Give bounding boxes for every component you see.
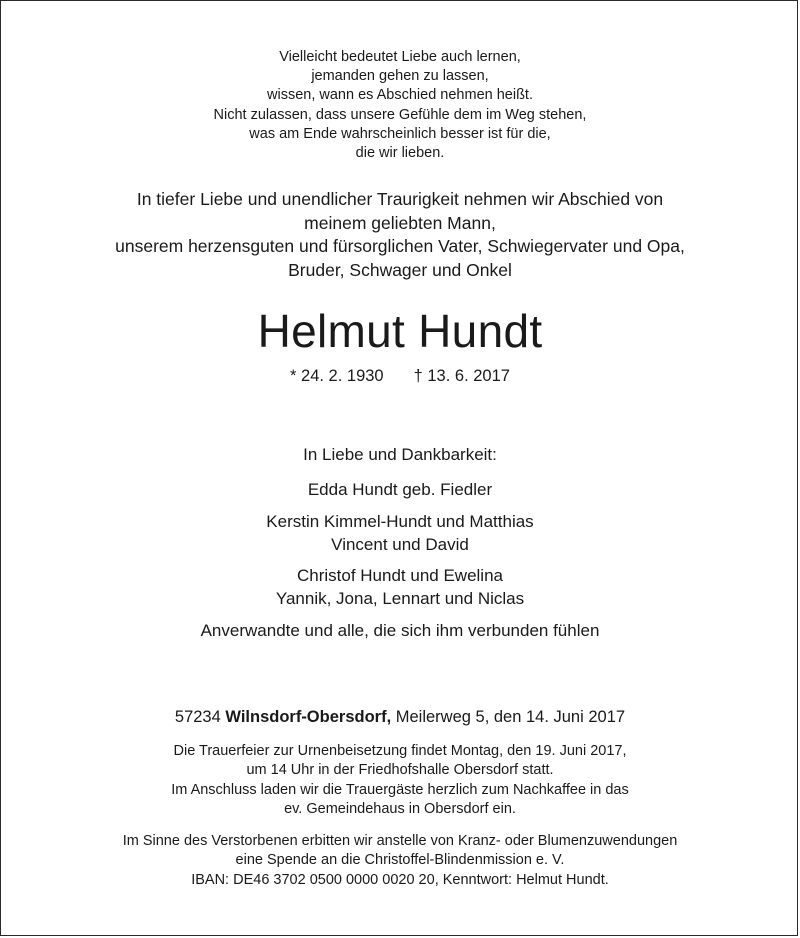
mourner-line: Vincent und David — [331, 535, 469, 554]
service-line: um 14 Uhr in der Friedhofshalle Obersdorf statt. — [246, 762, 554, 779]
funeral-service-info — [1, 742, 799, 819]
mourner-line: Kerstin Kimmel-Hundt und Matthias — [266, 512, 534, 531]
mourner-line: Christof Hundt und Ewelina — [296, 566, 503, 585]
service-line: Im Anschluss laden wir die Trauergäste herzlich zum Nachkaffee in das — [171, 781, 629, 798]
address-zip: 57234 — [174, 708, 221, 726]
intro-line: meinem geliebten Mann, — [304, 212, 496, 233]
mourner-line: Yannik, Jona, Lennart und Niclas — [275, 589, 525, 608]
poem-line: was am Ende wahrscheinlich besser ist für die, — [249, 125, 551, 142]
donation-line: IBAN: DE46 3702 0500 0000 0020 20, Kenntwort: Helmut Hundt. — [191, 871, 609, 888]
mourners-heading: In Liebe und Dankbarkeit: — [303, 445, 497, 464]
mourner-family — [1, 510, 799, 556]
intro-line: Bruder, Schwager und Onkel — [288, 259, 512, 280]
mourner-relatives: Anverwandte und alle, die sich ihm verbunden fühlen — [200, 621, 600, 640]
poem-line: die wir lieben. — [355, 145, 445, 162]
intro-line: In tiefer Liebe und unendlicher Traurigkeit nehmen wir Abschied von — [136, 189, 664, 209]
poem-line: Nicht zulassen, dass unsere Gefühle dem im Weg stehen, — [213, 106, 587, 123]
poem — [1, 48, 799, 163]
service-line: ev. Gemeindehaus in Obersdorf ein. — [284, 800, 516, 817]
poem-line: jemanden gehen zu lassen, — [311, 68, 489, 85]
mourner-family — [1, 564, 799, 610]
birth-date: * 24. 2. 1930 — [290, 367, 384, 385]
mourner-wife: Edda Hundt geb. Fiedler — [307, 480, 493, 499]
farewell-intro — [1, 188, 799, 282]
donation-line: eine Spende an die Christoffel-Blindenmission e. V. — [235, 852, 565, 869]
donation-request — [1, 832, 799, 890]
poem-line: wissen, wann es Abschied nehmen heißt. — [267, 87, 533, 104]
deceased-name: Helmut Hundt — [257, 305, 543, 357]
life-dates — [1, 365, 799, 387]
address-town: Wilnsdorf-Obersdorf, — [225, 708, 392, 726]
death-date: † 13. 6. 2017 — [413, 367, 510, 385]
service-line: Die Trauerfeier zur Urnenbeisetzung findet Montag, den 19. Juni 2017, — [173, 743, 627, 759]
donation-line: Im Sinne des Verstorbenen erbitten wir anstelle von Kranz- oder Blumenzuwendungen — [122, 833, 678, 849]
poem-line: Vielleicht bedeutet Liebe auch lernen, — [279, 49, 521, 65]
address-rest: Meilerweg 5, den 14. Juni 2017 — [395, 708, 626, 726]
address-line — [1, 706, 799, 728]
intro-line: unserem herzensguten und fürsorglichen Vater, Schwiegervater und Opa, — [115, 236, 685, 256]
